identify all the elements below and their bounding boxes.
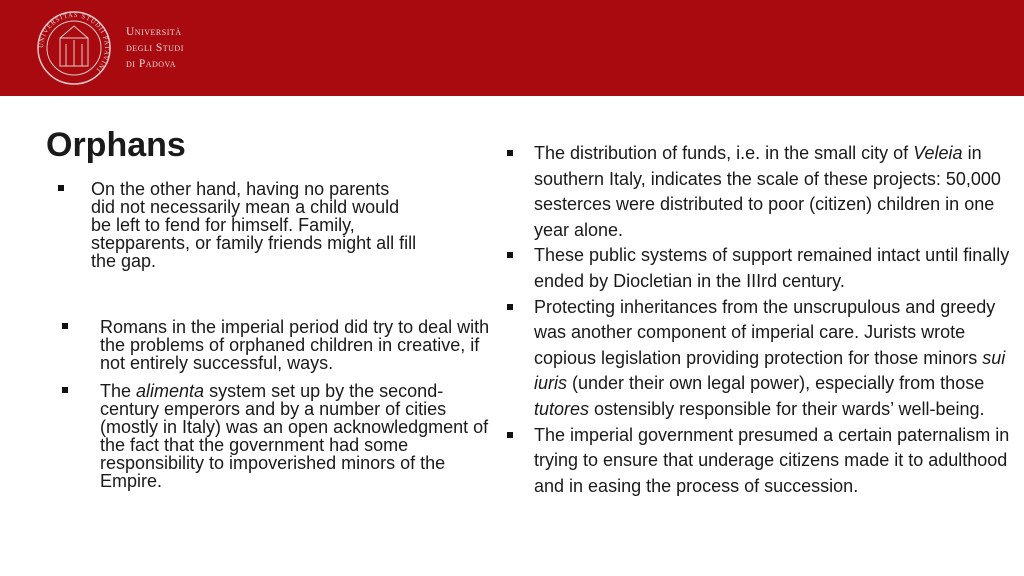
bullet-item: [506, 243, 1016, 294]
bullet-item: [58, 180, 418, 270]
bullet-text: The distribution of funds, i.e. in the small city of: [534, 143, 914, 163]
bullet-italic: tutores: [534, 398, 590, 419]
bullet-italic: sui iuris: [534, 347, 1006, 394]
left-top-bullets: [58, 180, 418, 270]
bullet-italic: alimenta: [136, 381, 205, 401]
bullet-text: Protecting inheritances from the unscrupulous and greedy was another component of imperial care. Jurists wrote copious legislation providing protection for those minors: [534, 296, 996, 368]
square-bullet-icon: [507, 432, 513, 438]
bullet-text: (under their own legal power), especially from those: [567, 373, 985, 394]
bullet-item: [60, 382, 500, 490]
square-bullet-icon: [507, 304, 513, 310]
square-bullet-icon: [58, 185, 64, 191]
university-seal-icon: [36, 10, 112, 86]
bullet-item: [506, 141, 1016, 243]
bullet-text: The: [100, 381, 137, 401]
university-name: [126, 24, 184, 72]
bullet-text: These public systems of support remained intact until finally ended by Diocletian in the IIIrd century.: [534, 245, 1010, 291]
bullet-text: Romans in the imperial period did try to deal with the problems of orphaned children in creative, if not entirely successful, ways.: [100, 317, 490, 373]
seal-text: UNIVERSITAS STUDII PATAVINI: [37, 11, 111, 74]
square-bullet-icon: [507, 150, 513, 156]
university-line: Università: [126, 26, 182, 38]
bullet-item: [60, 318, 500, 372]
square-bullet-icon: [62, 323, 68, 329]
header-bar: [0, 0, 1024, 96]
bullet-item: [506, 295, 1016, 423]
bullet-text: ostensibly responsible for their wards’ well-being.: [589, 398, 985, 419]
university-line: degli Studi: [126, 42, 184, 54]
square-bullet-icon: [62, 387, 68, 393]
square-bullet-icon: [507, 252, 513, 258]
left-bottom-bullets: [60, 318, 500, 500]
bullet-text: in southern Italy, indicates the scale of these projects: 50,000 sesterces were distributed to poor (citizen) children in one year alone.: [534, 143, 1001, 240]
right-bullets: [506, 141, 1016, 499]
bullet-item: [506, 423, 1016, 500]
university-line: di Padova: [126, 58, 177, 70]
bullet-italic: Veleia: [913, 143, 963, 163]
bullet-text: On the other hand, having no parents did not necessarily mean a child would be left to fend for himself. Family, stepparents, or family friends might all fill the gap.: [91, 179, 417, 271]
bullet-text: system set up by the second-century emperors and by a number of cities (mostly in Italy) was an open acknowledgment of the fact that the government had some responsibility to impoverished minors of the Empire.: [100, 381, 489, 491]
bullet-text: The imperial government presumed a certain paternalism in trying to ensure that underage citizens made it to adulthood and in easing the process of succession.: [534, 424, 1010, 496]
slide-title: Orphans: [46, 126, 186, 164]
